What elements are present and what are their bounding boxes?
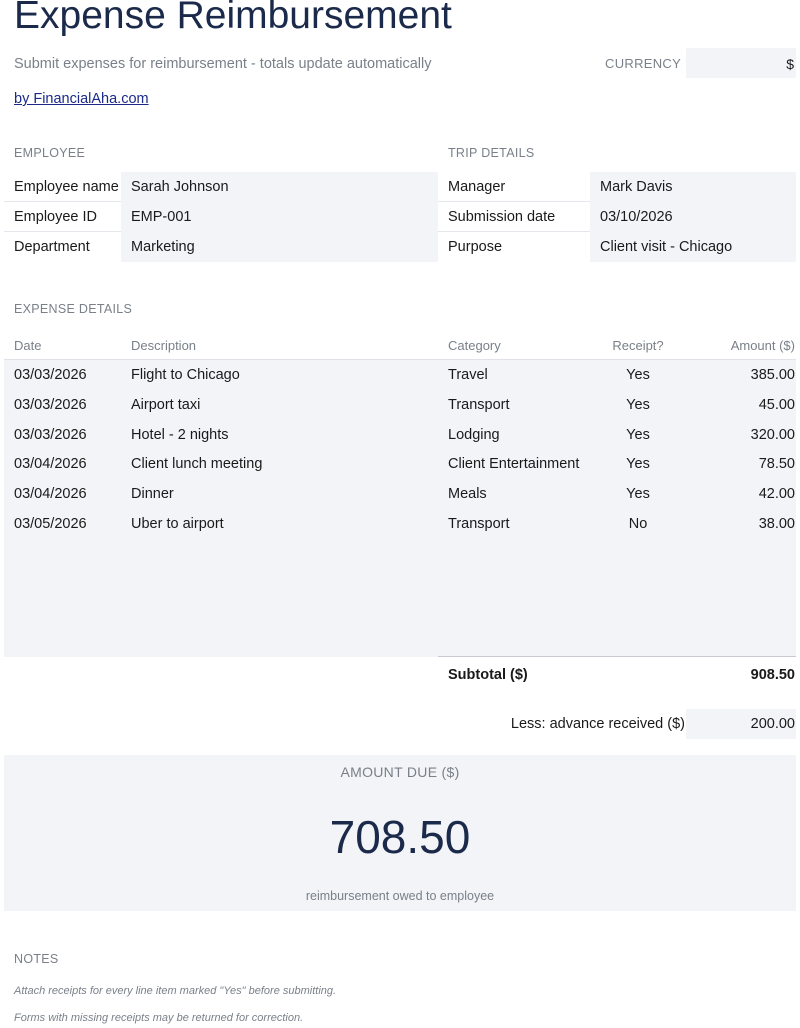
notes-section-label: NOTES [14,952,59,966]
expense-date[interactable]: 03/03/2026 [14,367,87,383]
employee-name-field[interactable]: Sarah Johnson [121,172,438,202]
subtotal-value: 908.50 [750,667,795,683]
submission-date-row [438,202,796,232]
expense-category[interactable]: Client Entertainment [448,456,580,472]
expense-category[interactable]: Meals [448,486,487,502]
expense-date[interactable]: 03/04/2026 [14,486,87,502]
submission-date-label: Submission date [448,209,556,225]
employee-id-field[interactable]: EMP-001 [121,202,438,232]
employee-name-row [4,172,438,202]
department-field[interactable]: Marketing [121,232,438,262]
expense-amount[interactable]: 78.50 [758,456,795,472]
expense-description[interactable]: Hotel - 2 nights [131,427,229,443]
subtotal-divider [438,656,796,657]
expense-amount[interactable]: 320.00 [750,427,795,443]
expense-description[interactable]: Airport taxi [131,397,201,413]
note-line: Attach receipts for every line item marked "Yes" before submitting. [14,985,337,997]
expense-category[interactable]: Travel [448,367,488,383]
expense-description[interactable]: Dinner [131,486,174,502]
expense-receipt[interactable]: Yes [626,427,650,443]
expense-description[interactable]: Uber to airport [131,516,224,532]
column-header-description: Description [131,338,197,353]
expense-amount[interactable]: 45.00 [758,397,795,413]
expense-receipt[interactable]: Yes [626,456,650,472]
manager-row [438,172,796,202]
expense-amount[interactable]: 42.00 [758,486,795,502]
expense-date[interactable]: 03/03/2026 [14,397,87,413]
purpose-row [438,232,796,262]
advance-field[interactable]: 200.00 [686,709,796,739]
manager-field[interactable]: Mark Davis [590,172,796,202]
byline-link[interactable]: by FinancialAha.com [14,91,149,107]
purpose-label: Purpose [448,239,503,255]
note-line: Forms with missing receipts may be returned for correction. [14,1012,304,1024]
expense-category[interactable]: Lodging [448,427,500,443]
employee-id-row [4,202,438,232]
expense-date[interactable]: 03/03/2026 [14,427,87,443]
expense-receipt[interactable]: Yes [626,367,650,383]
employee-id-label: Employee ID [14,209,98,225]
amount-due-caption: reimbursement owed to employee [305,889,495,903]
purpose-field[interactable]: Client visit - Chicago [590,232,796,262]
department-row [4,232,438,262]
currency-field[interactable]: $ [686,48,796,78]
amount-due-label: AMOUNT DUE ($) [340,764,460,780]
column-header-receipt: Receipt? [612,338,664,353]
expense-date[interactable]: 03/05/2026 [14,516,87,532]
subtotal-label: Subtotal ($) [448,667,528,683]
submission-date-field[interactable]: 03/10/2026 [590,202,796,232]
department-label: Department [14,239,90,255]
expense-category[interactable]: Transport [448,516,510,532]
expense-receipt[interactable]: Yes [626,486,650,502]
amount-due-value: 708.50 [329,811,471,863]
employee-name-label: Employee name [14,179,119,195]
page-subtitle: Submit expenses for reimbursement - totals update automatically [14,56,432,72]
expense-date[interactable]: 03/04/2026 [14,456,87,472]
column-header-category: Category [448,338,501,353]
expense-receipt[interactable]: Yes [626,397,650,413]
manager-label: Manager [448,179,506,195]
expense-section-label: EXPENSE DETAILS [14,302,133,316]
expense-description[interactable]: Client lunch meeting [131,456,263,472]
expense-amount[interactable]: 385.00 [750,367,795,383]
column-header-amount: Amount ($) [730,338,795,353]
page-title: Expense Reimbursement [14,0,452,37]
expense-description[interactable]: Flight to Chicago [131,367,240,383]
trip-section-label: TRIP DETAILS [448,146,535,160]
expense-category[interactable]: Transport [448,397,510,413]
expense-receipt[interactable]: No [628,516,648,532]
currency-label: CURRENCY [605,56,682,71]
advance-label: Less: advance received ($) [510,716,685,732]
employee-section-label: EMPLOYEE [14,146,86,160]
expense-amount[interactable]: 38.00 [758,516,795,532]
column-header-date: Date [14,338,42,353]
